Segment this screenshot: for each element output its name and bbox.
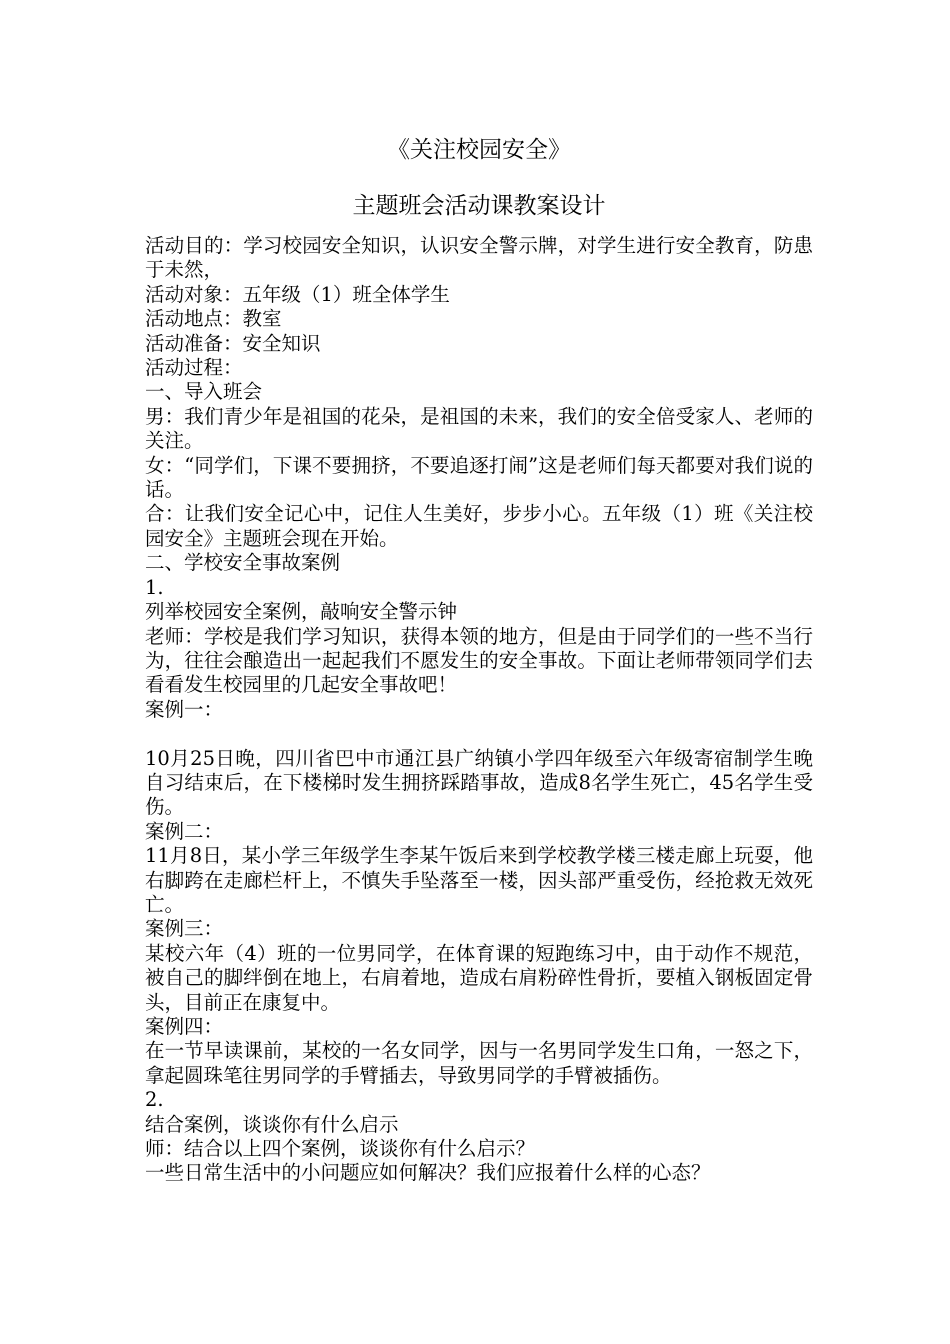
paragraph: 活动目的：学习校园安全知识，认识安全警示牌，对学生进行安全教育，防患于未然， xyxy=(145,234,813,282)
document-body xyxy=(145,234,813,1186)
paragraph: 在一节早读课前，某校的一名女同学，因与一名男同学发生口角，一怒之下，拿起圆珠笔往男同学的手臂插去，导致男同学的手臂被插伤。 xyxy=(145,1039,813,1087)
paragraph: 老师：学校是我们学习知识，获得本领的地方，但是由于同学们的一些不当行为，往往会酿造出一起起我们不愿发生的安全事故。下面让老师带领同学们去看看发生校园里的几起安全事故吧！ xyxy=(145,624,813,697)
paragraph: 合：让我们安全记心中，记住人生美好，步步小心。五年级（1）班《关注校园安全》主题班会现在开始。 xyxy=(145,502,813,550)
paragraph: 活动准备：安全知识 xyxy=(145,331,321,355)
paragraph: 列举校园安全案例，敲响安全警示钟 xyxy=(145,600,458,624)
paragraph: 某校六年（4）班的一位男同学，在体育课的短跑练习中，由于动作不规范，被自己的脚绊倒在地上，右肩着地，造成右肩粉碎性骨折，要植入钢板固定骨头，目前正在康复中。 xyxy=(145,941,813,1014)
paragraph: 一些日常生活中的小问题应如何解决？我们应报着什么样的心态？ xyxy=(145,1161,711,1185)
paragraph: 一、导入班会 xyxy=(145,380,263,404)
document-title: 《关注校园安全》 xyxy=(387,137,571,163)
document-page xyxy=(145,132,813,1186)
paragraph: 师：结合以上四个案例，谈谈你有什么启示？ xyxy=(145,1137,536,1161)
paragraph: 案例四： xyxy=(145,1014,224,1038)
paragraph: 2. xyxy=(145,1088,164,1112)
paragraph: 男：我们青少年是祖国的花朵，是祖国的未来，我们的安全倍受家人、老师的关注。 xyxy=(145,404,813,453)
paragraph: 案例三： xyxy=(145,917,224,941)
paragraph: 11月8日，某小学三年级学生李某午饭后来到学校教学楼三楼走廊上玩耍，他右脚跨在走廊栏杆上，不慎失手坠落至一楼，因头部严重受伤，经抢救无效死亡。 xyxy=(145,844,813,916)
paragraph: 活动过程： xyxy=(145,356,243,380)
paragraph: 案例二： xyxy=(145,819,224,843)
paragraph: 活动地点：教室 xyxy=(145,307,282,331)
paragraph: 1. xyxy=(145,575,164,599)
paragraph: 二、学校安全事故案例 xyxy=(145,551,341,575)
paragraph xyxy=(145,722,813,746)
paragraph: 10月25日晚，四川省巴中市通江县广纳镇小学四年级至六年级寄宿制学生晚自习结束后，在下楼梯时发生拥挤踩踏事故，造成8名学生死亡，45名学生受伤。 xyxy=(145,746,813,819)
paragraph: 活动对象：五年级（1）班全体学生 xyxy=(145,282,450,306)
document-subtitle: 主题班会活动课教案设计 xyxy=(352,193,606,219)
paragraph: 结合案例，谈谈你有什么启示 xyxy=(145,1112,399,1136)
paragraph: 案例一： xyxy=(145,697,224,721)
paragraph: 女：“同学们，下课不要拥挤，不要追逐打闹”这是老师们每天都要对我们说的话。 xyxy=(145,453,813,502)
